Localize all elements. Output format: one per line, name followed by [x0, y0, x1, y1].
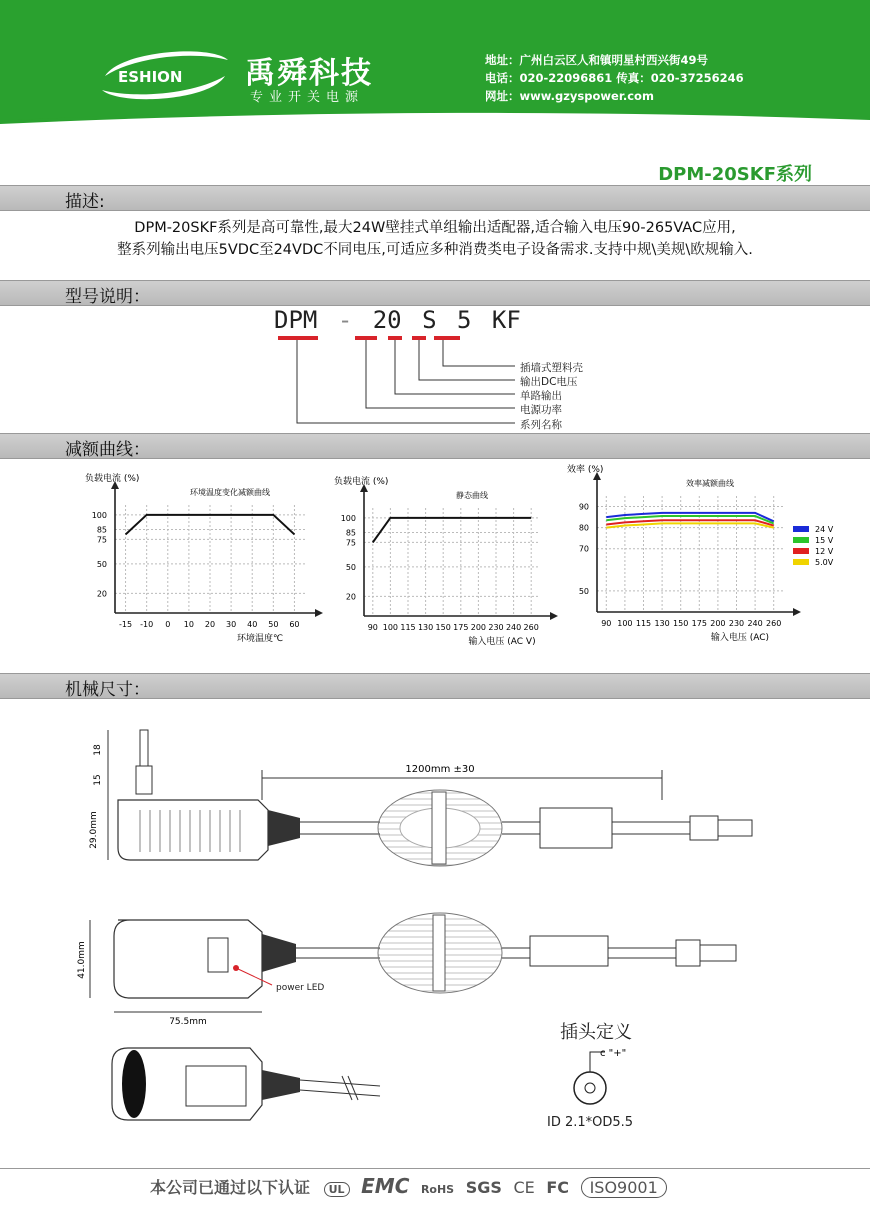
section-title: 机械尺寸： — [65, 680, 150, 700]
y-tick-2-0: 50 — [578, 586, 589, 596]
label-series: 系列名称 — [520, 419, 562, 431]
y-tick-0-0: 20 — [96, 589, 107, 599]
section-mechanical — [0, 673, 870, 699]
x-tick-0-1: -10 — [140, 620, 154, 629]
section-derating — [0, 433, 870, 459]
dim-pin-b: 15 — [93, 774, 103, 786]
x-tick-0-7: 50 — [268, 620, 279, 629]
cert-iso: ISO9001 — [581, 1177, 667, 1198]
legend-label-0: 24 V — [815, 525, 834, 534]
brand-subtitle: 专业开关电源 — [250, 90, 365, 105]
website[interactable]: 网址：www.gzyspower.com — [485, 89, 654, 103]
label-case: 插墙式塑料壳 — [520, 362, 583, 374]
chart-xlabel-2: 输入电压 (AC) — [710, 633, 770, 643]
dim-height: 29.0mm — [89, 811, 99, 849]
x-tick-0-3: 10 — [183, 620, 194, 629]
y-tick-0-4: 100 — [91, 510, 107, 520]
legend-swatch-3 — [793, 559, 809, 565]
x-tick-1-1: 100 — [382, 623, 399, 632]
chart-xlabel-1: 输入电压 (AC V) — [468, 637, 536, 647]
plug-symbol — [574, 1048, 626, 1104]
legend-label-2: 12 V — [815, 547, 834, 556]
chart-title-1: 静态曲线 — [456, 491, 488, 500]
model-voltage: 5 — [456, 306, 472, 334]
legend-swatch-0 — [793, 526, 809, 532]
model-series: DPM — [274, 306, 318, 334]
chart-ylabel-2: 效率 (%) — [567, 465, 604, 475]
x-tick-2-1: 100 — [617, 619, 633, 628]
series-line-1-0 — [373, 518, 531, 543]
y-tick-2-1: 70 — [578, 544, 589, 554]
x-arrow-0 — [315, 609, 323, 617]
cert-rohs: RoHS — [420, 1183, 455, 1196]
description-line-1: DPM-20SKF系列是高可靠性,最大24W壁挂式单组输出适配器,适合输入电压90-265VAC应用, — [134, 220, 736, 236]
series-title: DPM-20SKF系列 — [658, 164, 812, 185]
x-tick-0-0: -15 — [119, 620, 133, 629]
x-tick-1-3: 130 — [417, 623, 434, 632]
dim-pin-a: 18 — [93, 744, 103, 756]
section-title: 描述: — [65, 192, 105, 212]
label-voltage: 输出DC电压 — [520, 376, 578, 388]
plug-title: 插头定义 — [560, 1022, 632, 1043]
cable-length: 1200mm ±30 — [405, 764, 475, 775]
x-tick-1-5: 175 — [453, 623, 469, 632]
plug-spec: ID 2.1*OD5.5 — [547, 1115, 634, 1130]
legend-label-3: 5.0V — [815, 558, 834, 567]
address: 地址：广州白云区人和镇明星村西兴街49号 — [485, 53, 709, 67]
chart-title-0: 环境温度变化减额曲线 — [190, 488, 270, 497]
x-tick-0-5: 30 — [226, 620, 237, 629]
front-view — [112, 1048, 380, 1120]
legend-swatch-1 — [793, 537, 809, 543]
cert-sgs: SGS — [465, 1178, 502, 1197]
x-tick-2-6: 200 — [710, 619, 726, 628]
model-dash: - — [337, 306, 353, 334]
chart-xlabel-0: 环境温度℃ — [236, 634, 284, 644]
phone: 电话：020-22096861 传真：020-37256246 — [485, 71, 744, 85]
label-output: 单路输出 — [520, 390, 562, 402]
series-line-2-3 — [606, 523, 773, 527]
x-arrow-1 — [550, 612, 558, 620]
x-arrow-2 — [793, 608, 801, 616]
x-tick-2-8: 240 — [747, 619, 763, 628]
x-tick-2-9: 260 — [766, 619, 782, 628]
x-tick-2-4: 150 — [673, 619, 689, 628]
y-tick-1-3: 85 — [345, 528, 356, 538]
cert-fc: FC — [546, 1178, 569, 1197]
cert-ce: CE — [513, 1178, 535, 1197]
x-tick-1-7: 230 — [488, 623, 504, 632]
y-tick-1-1: 50 — [345, 562, 356, 572]
model-leader-lines — [0, 0, 870, 440]
chart-ylabel-1: 负载电流 (%) — [334, 477, 389, 487]
label-power: 电源功率 — [520, 404, 562, 416]
y-tick-1-2: 75 — [345, 538, 356, 548]
model-case: KF — [491, 306, 521, 334]
section-title: 减额曲线： — [65, 440, 150, 460]
y-tick-0-3: 85 — [96, 525, 107, 535]
logo-text: ESHION — [118, 68, 183, 86]
derating-charts — [0, 460, 870, 660]
y-tick-2-2: 80 — [578, 523, 589, 533]
description-line-2: 整系列输出电压5VDC至24VDC不同电压,可适应多种消费类电子设备需求.支持中规\美规\欧规输入. — [117, 242, 753, 258]
x-tick-2-2: 115 — [635, 619, 652, 628]
cert-emc: EMC — [361, 1174, 410, 1198]
x-tick-2-7: 230 — [728, 619, 745, 628]
model-power: 20 — [372, 306, 402, 334]
y-tick-0-2: 75 — [96, 535, 107, 545]
side-view — [89, 730, 752, 866]
x-tick-2-5: 175 — [691, 619, 707, 628]
section-title: 型号说明： — [65, 287, 150, 307]
led-label: power LED — [276, 983, 325, 993]
legend-swatch-2 — [793, 548, 809, 554]
cert-ul: UL — [324, 1182, 350, 1197]
mechanical-drawing — [0, 700, 870, 1160]
footer-line — [0, 1168, 870, 1169]
x-tick-1-4: 150 — [435, 623, 451, 632]
dim-width: 41.0mm — [77, 941, 87, 979]
y-tick-1-0: 20 — [345, 592, 356, 602]
chart-title-2: 效率减额曲线 — [686, 479, 734, 488]
x-tick-0-8: 60 — [289, 620, 300, 629]
cert-row — [150, 1174, 667, 1198]
chart-ylabel-0: 负载电流 (%) — [85, 474, 140, 484]
brand-name: 禹舜科技 — [245, 56, 373, 91]
x-tick-1-2: 115 — [400, 623, 416, 632]
x-tick-2-0: 90 — [601, 619, 612, 628]
dim-length: 75.5mm — [169, 1017, 207, 1027]
x-tick-1-6: 200 — [470, 623, 487, 632]
x-tick-0-2: 0 — [165, 620, 171, 629]
y-tick-1-4: 100 — [340, 513, 356, 523]
model-output: S — [422, 306, 437, 334]
plug-polarity: c "+" — [600, 1048, 627, 1059]
top-view — [77, 913, 736, 1027]
legend-label-1: 15 V — [815, 536, 834, 545]
x-tick-1-9: 260 — [523, 623, 539, 632]
x-tick-0-4: 20 — [204, 620, 216, 629]
cert-label: 本公司已通过以下认证 — [150, 1178, 311, 1197]
x-tick-1-0: 90 — [367, 623, 378, 632]
x-tick-1-8: 240 — [505, 623, 522, 632]
x-tick-0-6: 40 — [247, 620, 258, 629]
y-tick-2-3: 90 — [578, 502, 589, 512]
x-tick-2-3: 130 — [654, 619, 670, 628]
y-tick-0-1: 50 — [96, 559, 107, 569]
